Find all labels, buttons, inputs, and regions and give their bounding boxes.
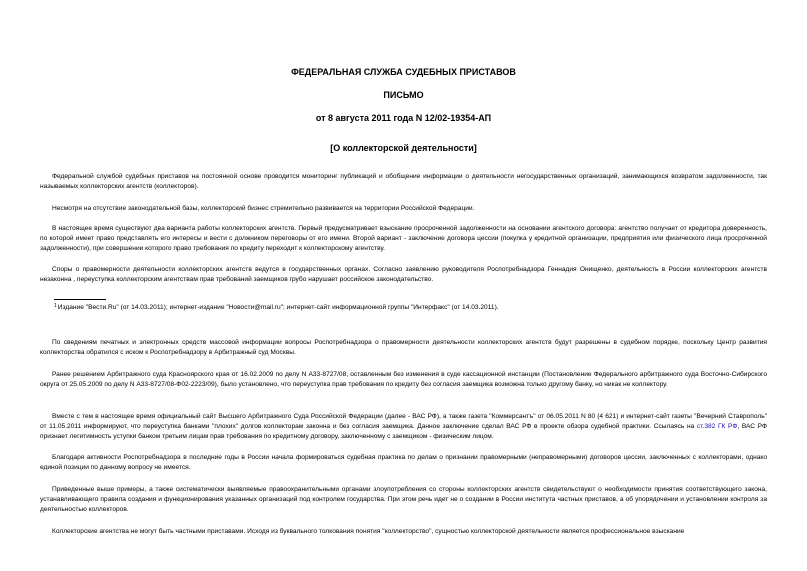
paragraph-1: Федеральной службой судебных приставов на постоянной основе проводится мониторинг публикаций и обобщение информации о деятельности негосударственных организаций, занимающихся возвратом задолженности, так называемых коллекторских агентств (коллекторов). [40,173,767,190]
agency-title: ФЕДЕРАЛЬНАЯ СЛУЖБА СУДЕБНЫХ ПРИСТАВОВ [291,67,516,77]
document-subject: [О коллекторской деятельности] [330,143,477,153]
footnote [54,301,499,313]
paragraph-10: Коллекторские агентства не могут быть частными приставами. Исходя из буквального толкования понятия "коллекторство", сущностью коллекторской деятельности является профессиональное взыскание [52,528,685,535]
paragraph-4: Споры о правомерности деятельности коллекторских агентств ведутся в государственных органах. Согласно заявлению руководителя Роспотребнадзора Геннадия Онищенко, деятельность в России коллекторских агентств незаконна , переуступка коллекторским агентствам прав требований заемщиков грубо нарушает российское законодательство. [40,266,767,283]
document-type: ПИСЬМО [383,90,424,100]
paragraph-2: Несмотря на отсутствие законодательной базы, коллекторский бизнес стремительно развивается на территории Российской Федерации. [52,205,475,212]
civil-code-article-link[interactable]: ст.382 ГК РФ [696,423,738,430]
footnote-mark: 1 [54,303,57,309]
footnote-text: Издание "Вести.Ru" (от 14.03.2011); интернет-издание "Новости@mail.ru"; интернет-сайт информационной группы "Интерфакс" (от 14.03.2011). [57,304,499,311]
paragraph-8: Благодаря активности Роспотребнадзора в последние годы в России начала формироваться судебная практика по делам о признании правомерными (неправомерными) договоров цессии, заключенных с коллекторами, однако единой позиции по данному вопросу не имеется. [40,454,767,471]
paragraph-9: Приведенные выше примеры, а также систематически выявляемые правоохранительными органами злоупотребления со стороны коллекторских агентств свидетельствуют о необходимости принятия соответствующего закона, устанавливающего правила создания и функционирования указанных организаций под контролем государства. При этом речь идет не о создании в России института частных приставов, а об упорядочении и установлении контроля за деятельностью коллекторов. [40,486,767,513]
paragraph-7-text-start: Вместе с тем в настоящее время официальный сайт Высшего Арбитражного Суда Российской Федерации (далее - ВАС РФ), а также газета "Коммерсантъ" от 06.05.2011 N 80 (4 621) и интернет-сайт газеты "Вечерний Ставрополь" от 11.05.2011 информируют, что переуступка банками "плохих" долгов коллекторам законна и без согласия заемщика. Данное заключение сделал ВАС РФ в проекте обзора судебной практики. Ссылаясь на [40,413,767,430]
paragraph-7-text-end: , ВАС РФ признает легитимность уступки банком третьим лицам прав требования по кредитному договору, заключенному с заемщиком - физическим лицом. [40,423,767,440]
document-date-number: от 8 августа 2011 года N 12/02-19354-АП [315,113,492,123]
paragraph-7 [40,412,767,442]
paragraph-5: По сведениям печатных и электронных средств массовой информации вопросы Роспотребнадзора о правомерности деятельности коллекторских агентств будут разрешены в судебном порядке, поскольку Центр развития коллекторства обратился с иском к Роспотребнадзору в Арбитражный суд Москвы. [40,339,767,356]
paragraph-6: Ранее решением Арбитражного суда Красноярского края от 16.02.2009 по делу N А33-8727/08, оставленным без изменения в суде кассационной инстанции (Постановление Федерального арбитражного суда Восточно-Сибирского округа от 25.05.2009 по делу N А33-8727/08-Ф02-2223/09), было установлено, что переуступка прав требования по кредиту без согласия заемщика возможна только другому банку, но никак не коллектору. [40,371,767,388]
paragraph-3: В настоящее время существуют два варианта работы коллекторских агентств. Первый предусматривает взыскание просроченной задолженности на основании агентского договора: агентство получает от кредитора доверенность, по которой имеет право представлять его интересы и вести с должником переговоры от его имени. Второй вариант - заключение договора цессии (покупка у кредитной организации, предприятия или физического лица просроченной задолженности), при совершении которого право требования по кредиту переходит к коллекторскому агентству. [40,225,767,252]
footnote-divider [54,299,106,300]
